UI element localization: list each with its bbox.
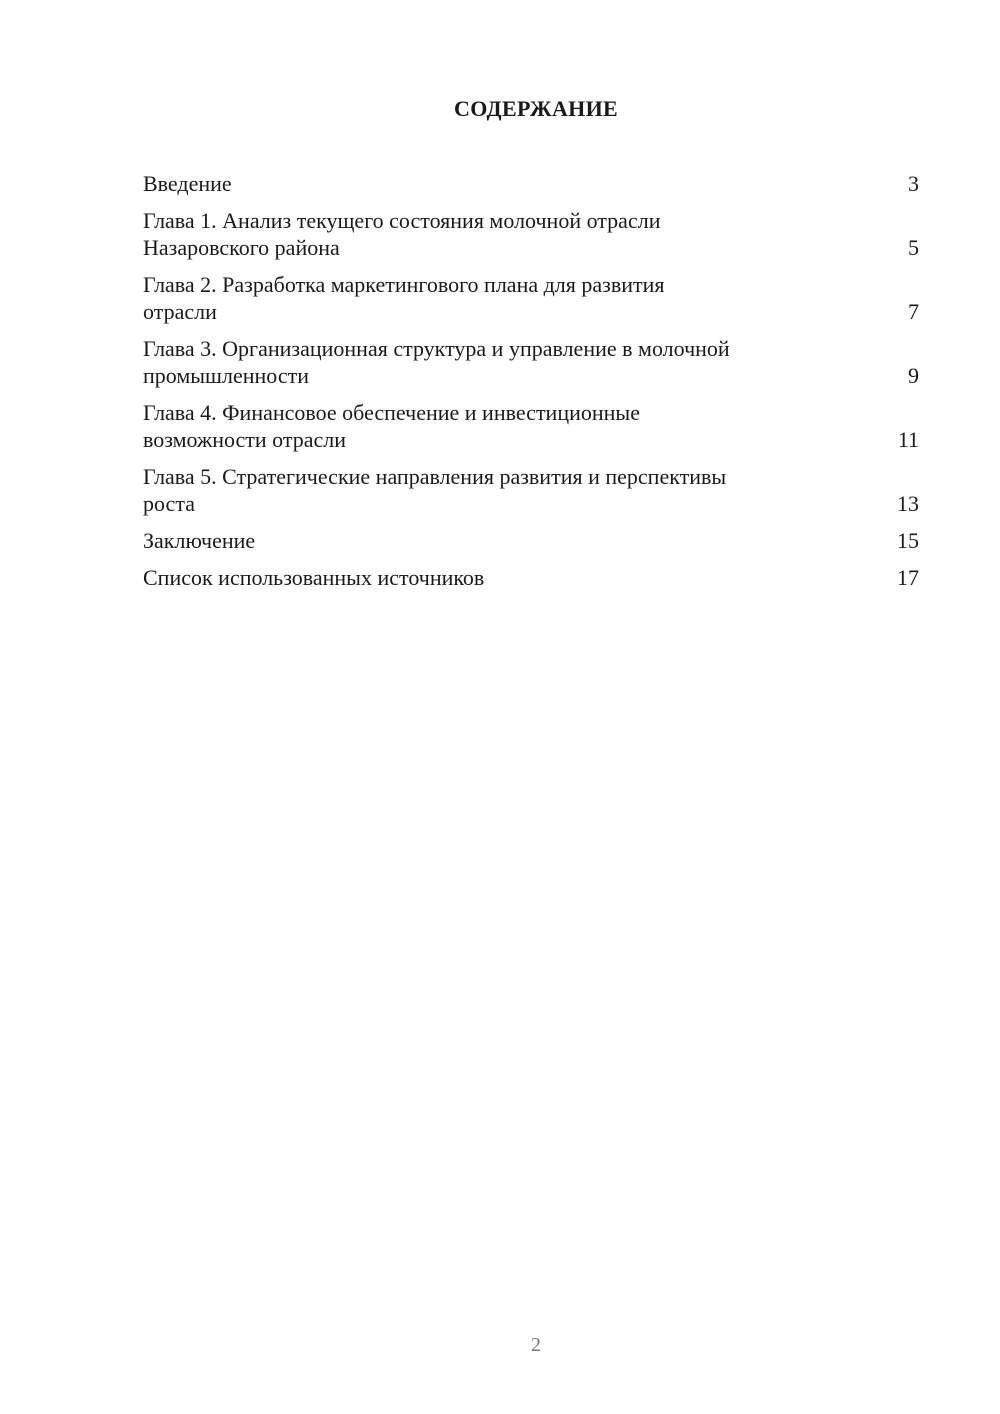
toc-entry-text	[143, 564, 833, 591]
toc-entry-chapter-2	[143, 271, 919, 325]
toc-entry-page: 5	[908, 235, 919, 260]
toc-entry-chapter-3	[143, 335, 919, 389]
toc-entry-page: 7	[908, 299, 919, 324]
toc-entry-text	[143, 170, 833, 197]
toc-entry-page: 3	[908, 171, 919, 196]
toc-entry-page: 9	[908, 363, 919, 388]
toc-entry-line: Глава 3. Организационная структура и управление в молочной	[143, 336, 730, 361]
toc-entry-text	[143, 271, 833, 325]
toc-entry-conclusion	[143, 527, 919, 554]
table-of-contents	[143, 170, 919, 601]
toc-entry-line: Введение	[143, 171, 232, 196]
toc-entry-line: Глава 1. Анализ текущего состояния молочной отрасли	[143, 208, 661, 233]
toc-entry-text	[143, 463, 833, 517]
toc-entry-text	[143, 527, 833, 554]
toc-entry-page: 15	[897, 528, 919, 553]
toc-entry-page: 17	[897, 565, 919, 590]
toc-entry-line: роста	[143, 491, 195, 516]
page-number: 2	[531, 1334, 541, 1356]
toc-entry-introduction	[143, 170, 919, 197]
toc-entry-line: возможности отрасли	[143, 427, 347, 452]
toc-entry-chapter-5	[143, 463, 919, 517]
toc-entry-line: Глава 2. Разработка маркетингового плана для развития	[143, 272, 665, 297]
toc-entry-page: 11	[897, 427, 919, 452]
toc-entry-text	[143, 335, 833, 389]
toc-entry-page: 13	[897, 491, 919, 516]
toc-entry-text	[143, 207, 833, 261]
toc-entry-chapter-1	[143, 207, 919, 261]
toc-entry-chapter-4	[143, 399, 919, 453]
toc-entry-references	[143, 564, 919, 591]
toc-entry-line: Заключение	[143, 528, 256, 553]
toc-entry-line: Список использованных источников	[143, 565, 485, 590]
toc-entry-text	[143, 399, 833, 453]
toc-entry-line: Глава 5. Стратегические направления развития и перспективы	[143, 464, 727, 489]
toc-entry-line: Глава 4. Финансовое обеспечение и инвестиционные	[143, 400, 640, 425]
toc-title: СОДЕРЖАНИЕ	[454, 96, 618, 121]
toc-entry-line: отрасли	[143, 299, 217, 324]
toc-entry-line: промышленности	[143, 363, 309, 388]
toc-entry-line: Назаровского района	[143, 235, 340, 260]
